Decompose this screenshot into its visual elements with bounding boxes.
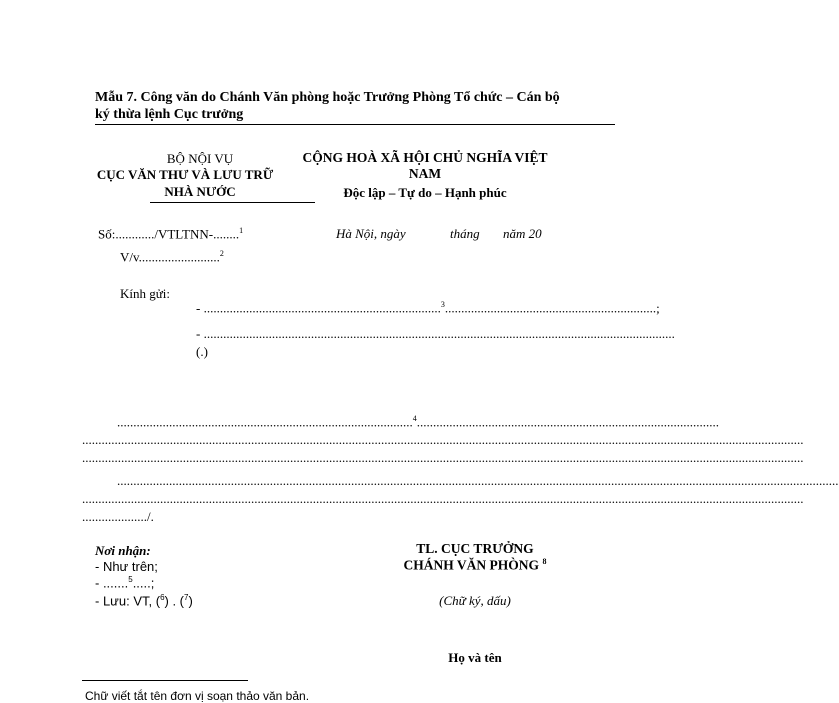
document-title-line1: Mẫu 7. Công văn do Chánh Văn phòng hoặc Trưởng Phòng Tổ chức – Cán bộ <box>95 90 560 105</box>
place-date: Hà Nội, ngày <box>336 226 406 241</box>
document-subject: V/v.........................$^2$ <box>120 249 224 265</box>
ministry-name: BỘ NỘI VỤ <box>166 151 234 166</box>
body-ending: ..................../. <box>82 509 154 524</box>
title-underline <box>95 124 615 125</box>
signature-title: TL. CỤC TRƯỞNG <box>416 541 534 556</box>
department-name-line2: NHÀ NƯỚC <box>164 184 236 199</box>
document-number: Số:............/VTLTNN-........$^1$ <box>98 226 244 242</box>
national-title-line2: NAM <box>408 166 442 181</box>
recipient-line-3: (.) <box>196 344 208 359</box>
national-motto: Độc lập – Tự do – Hạnh phúc <box>343 185 507 200</box>
signer-name: Họ và tên <box>448 650 502 665</box>
body-line-3: .............................................................................................................................................................................................................................. <box>82 450 804 465</box>
department-name: CỤC VĂN THƯ VÀ LƯU TRỮ <box>96 167 274 182</box>
recipients-item-3: - Lưu: VT, ($^6$) . ($^7$) <box>95 593 193 609</box>
recipient-line-2: - ................................................................................................................................................. <box>196 326 675 341</box>
signature-position: CHÁNH VĂN PHÒNG $^8$ <box>403 557 547 573</box>
footnote-text: Chữ viết tắt tên đơn vị soạn thảo văn bản. <box>85 689 310 703</box>
document-title-line2: ký thừa lệnh Cục trưởng <box>95 107 244 122</box>
left-header-underline <box>150 202 315 203</box>
recipient-line-1: - .........................................................................$^3$.................................................................; <box>196 300 660 316</box>
recipient-label: Kính gửi: <box>120 286 171 301</box>
date-year: năm 20 <box>503 226 542 241</box>
recipients-item-1: - Như trên; <box>95 559 158 574</box>
recipients-block-title: Nơi nhận: <box>95 543 151 558</box>
body-line-2: .............................................................................................................................................................................................................................. <box>82 432 804 447</box>
national-title: CỘNG HOÀ XÃ HỘI CHỦ NGHĨA VIỆT <box>302 150 548 165</box>
footnote-separator <box>82 680 248 681</box>
body-line-4: .............................................................................................................................................................................................................................. <box>117 473 839 488</box>
signature-note: (Chữ ký, dấu) <box>439 593 511 608</box>
recipients-item-2: - .......$^5$.....; <box>95 575 155 591</box>
body-line-1: ...........................................................................................$^4$............................................................................................. <box>117 414 719 430</box>
date-month: tháng <box>450 226 480 241</box>
body-line-5: .............................................................................................................................................................................................................................. <box>82 491 804 506</box>
